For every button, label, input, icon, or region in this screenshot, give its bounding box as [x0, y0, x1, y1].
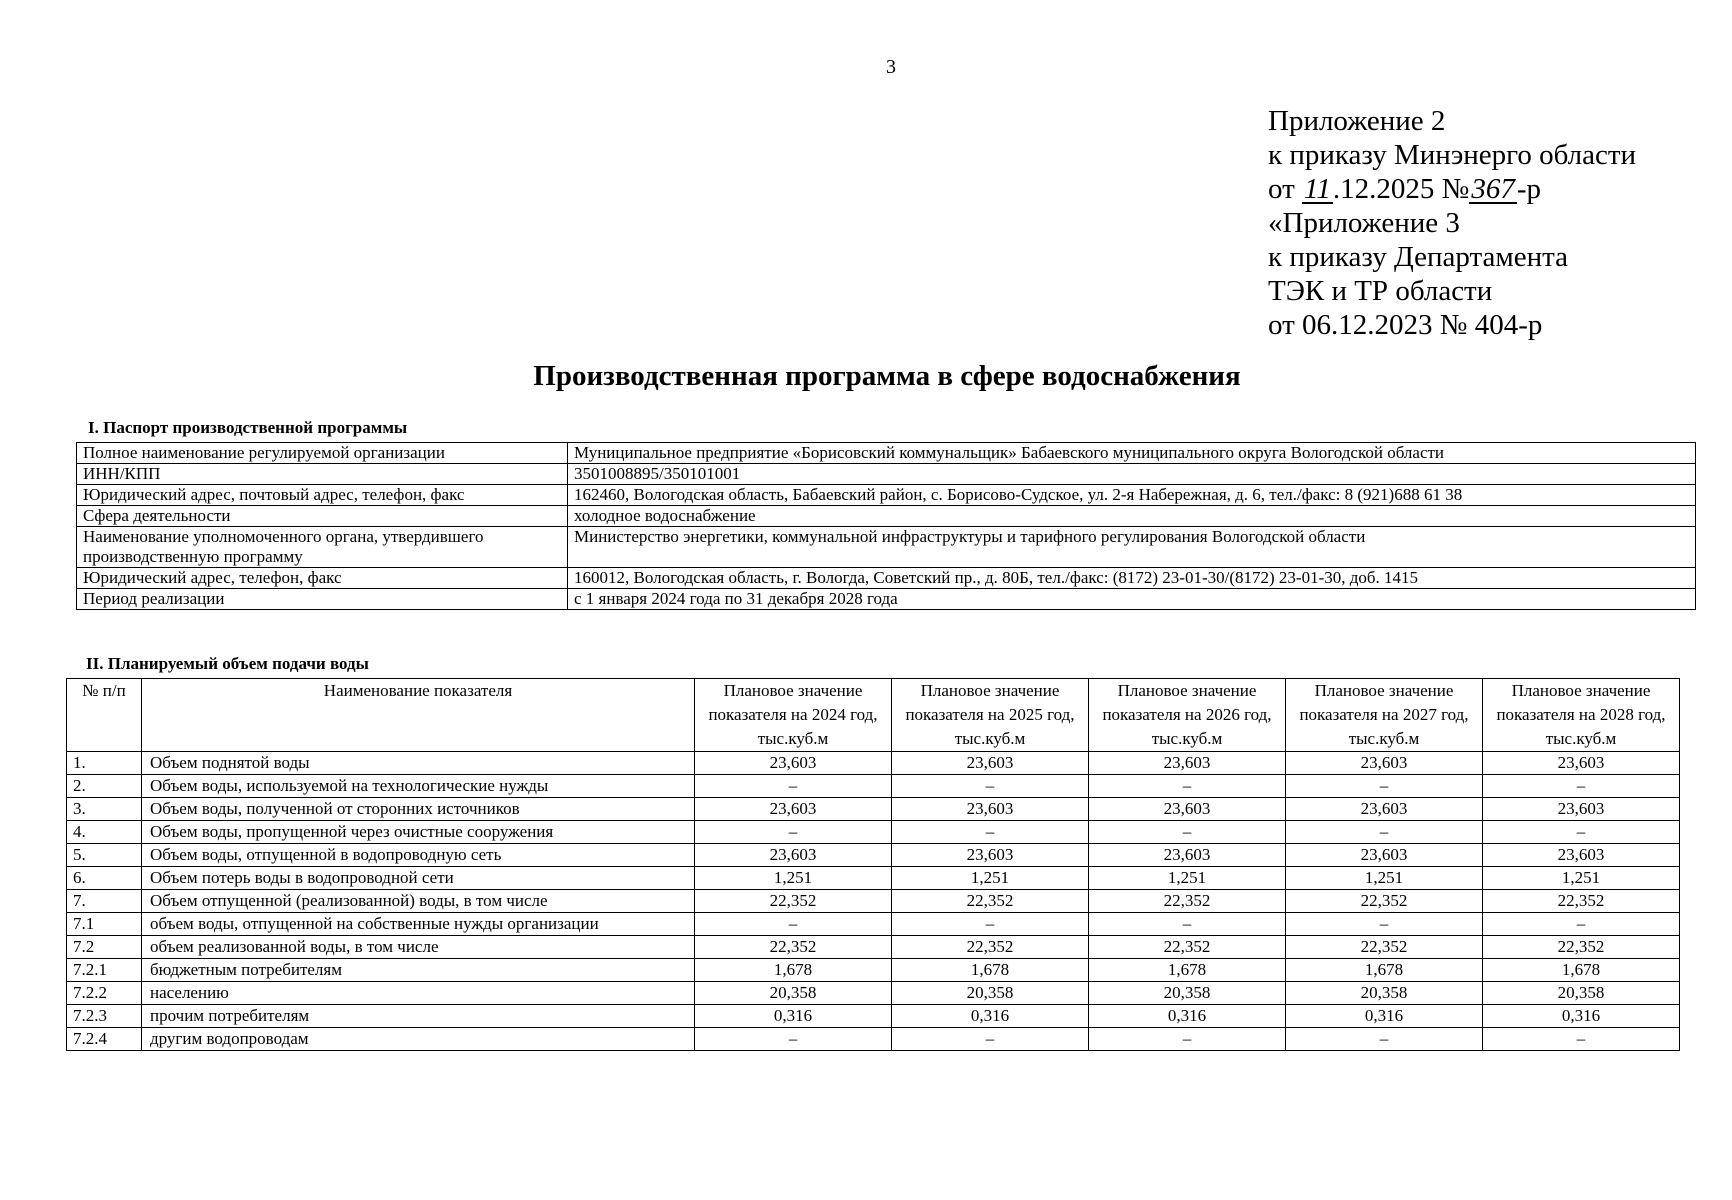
planned-value: –: [1483, 913, 1680, 936]
row-number: 5.: [67, 844, 142, 867]
planned-value: 1,251: [892, 867, 1089, 890]
planned-value: 23,603: [1089, 844, 1286, 867]
table-row: [67, 867, 1680, 890]
passport-row: [77, 443, 1696, 464]
table-row: [67, 844, 1680, 867]
indicator-name: населению: [142, 982, 695, 1005]
planned-value: 22,352: [1286, 890, 1483, 913]
planned-value: –: [695, 1028, 892, 1051]
handwritten-day: 11: [1304, 173, 1331, 205]
handwritten-order-number: 367: [1471, 173, 1515, 205]
header-year-2028: Плановое значение показателя на 2028 год, тыс.куб.м: [1483, 679, 1680, 752]
indicator-name: бюджетным потребителям: [142, 959, 695, 982]
indicator-name: Объем поднятой воды: [142, 752, 695, 775]
row-number: 7.2.1: [67, 959, 142, 982]
indicator-name: Объем отпущенной (реализованной) воды, в том числе: [142, 890, 695, 913]
planned-value: 1,251: [695, 867, 892, 890]
passport-value: 160012, Вологодская область, г. Вологда, Советский пр., д. 80Б, тел./факс: (8172) 23-01-30/(8172) 23-01-30, доб. 1415: [568, 568, 1696, 589]
passport-label: Полное наименование регулируемой организации: [77, 443, 568, 464]
planned-value: 23,603: [892, 798, 1089, 821]
appendix-line: к приказу Департамента: [1268, 241, 1569, 273]
table-row: [67, 798, 1680, 821]
planned-value: 1,678: [892, 959, 1089, 982]
appendix-line: от 06.12.2023 № 404-р: [1268, 309, 1543, 341]
planned-value: 23,603: [695, 844, 892, 867]
planned-value: –: [1286, 821, 1483, 844]
planned-value: –: [892, 1028, 1089, 1051]
row-number: 2.: [67, 775, 142, 798]
planned-value: 23,603: [892, 844, 1089, 867]
planned-value: 1,678: [1286, 959, 1483, 982]
planned-value: –: [695, 821, 892, 844]
planned-value: 1,678: [1483, 959, 1680, 982]
passport-value: холодное водоснабжение: [568, 506, 1696, 527]
appendix-line: к приказу Минэнерго области: [1268, 139, 1637, 171]
planned-value: 23,603: [695, 752, 892, 775]
row-number: 3.: [67, 798, 142, 821]
passport-value: с 1 января 2024 года по 31 декабря 2028 года: [568, 589, 1696, 610]
planned-value: 22,352: [1089, 936, 1286, 959]
date-rest: .12.2025 №: [1332, 173, 1470, 205]
planned-value: 0,316: [1483, 1005, 1680, 1028]
table-row: [67, 752, 1680, 775]
table-row: [67, 1005, 1680, 1028]
header-year-2025: Плановое значение показателя на 2025 год, тыс.куб.м: [892, 679, 1089, 752]
planned-value: 23,603: [1286, 798, 1483, 821]
indicator-name: прочим потребителям: [142, 1005, 695, 1028]
planned-value: –: [1089, 913, 1286, 936]
planned-value: 1,251: [1483, 867, 1680, 890]
planned-value: 1,251: [1089, 867, 1286, 890]
passport-value: Муниципальное предприятие «Борисовский коммунальщик» Бабаевского муниципального округа Вологодской области: [568, 443, 1696, 464]
page-number: 3: [886, 56, 896, 78]
planned-value: 23,603: [1089, 798, 1286, 821]
water-volume-table: [66, 678, 1680, 1051]
order-suffix: -р: [1516, 173, 1541, 205]
planned-value: 1,251: [1286, 867, 1483, 890]
planned-value: 23,603: [1286, 844, 1483, 867]
passport-label: Сфера деятельности: [77, 506, 568, 527]
row-number: 1.: [67, 752, 142, 775]
passport-value: 3501008895/350101001: [568, 464, 1696, 485]
passport-table: [76, 442, 1696, 610]
planned-value: –: [1483, 775, 1680, 798]
table-row: [67, 959, 1680, 982]
planned-value: 20,358: [1089, 982, 1286, 1005]
indicator-name: объем реализованной воды, в том числе: [142, 936, 695, 959]
planned-value: –: [1286, 1028, 1483, 1051]
planned-value: –: [1089, 775, 1286, 798]
appendix-line: «Приложение 3: [1268, 207, 1460, 239]
planned-value: 23,603: [1483, 798, 1680, 821]
passport-value: Министерство энергетики, коммунальной инфраструктуры и тарифного регулирования Вологодской области: [568, 527, 1696, 568]
planned-value: 22,352: [1089, 890, 1286, 913]
date-prefix: от: [1268, 173, 1295, 205]
row-number: 4.: [67, 821, 142, 844]
document-title: Производственная программа в сфере водоснабжения: [533, 360, 1241, 392]
planned-value: 23,603: [1483, 844, 1680, 867]
planned-value: 22,352: [695, 890, 892, 913]
row-number: 7.1: [67, 913, 142, 936]
indicator-name: Объем воды, отпущенной в водопроводную сеть: [142, 844, 695, 867]
table-header-row: [67, 679, 1680, 752]
planned-value: 0,316: [1089, 1005, 1286, 1028]
planned-value: –: [695, 775, 892, 798]
planned-value: 20,358: [695, 982, 892, 1005]
section-2-title: II. Планируемый объем подачи воды: [86, 654, 369, 673]
appendix-date-line: [1268, 172, 1636, 206]
planned-value: 22,352: [1483, 890, 1680, 913]
table-row: [67, 982, 1680, 1005]
planned-value: 22,352: [1286, 936, 1483, 959]
passport-row: [77, 568, 1696, 589]
planned-value: 1,678: [1089, 959, 1286, 982]
planned-value: –: [695, 913, 892, 936]
planned-value: –: [892, 821, 1089, 844]
planned-value: 1,678: [695, 959, 892, 982]
planned-value: –: [892, 913, 1089, 936]
passport-label: Юридический адрес, почтовый адрес, телефон, факс: [77, 485, 568, 506]
passport-value: 162460, Вологодская область, Бабаевский район, с. Борисово-Судское, ул. 2-я Набережная, д. 6, тел./факс: 8 (921)688 61 38: [568, 485, 1696, 506]
planned-value: –: [1483, 1028, 1680, 1051]
planned-value: 20,358: [892, 982, 1089, 1005]
passport-row: [77, 464, 1696, 485]
indicator-name: Объем воды, полученной от сторонних источников: [142, 798, 695, 821]
table-row: [67, 821, 1680, 844]
header-indicator-name: Наименование показателя: [142, 679, 695, 752]
table-row: [67, 775, 1680, 798]
planned-value: 20,358: [1286, 982, 1483, 1005]
indicator-name: объем воды, отпущенной на собственные нужды организации: [142, 913, 695, 936]
planned-value: 23,603: [695, 798, 892, 821]
passport-row: [77, 485, 1696, 506]
planned-value: –: [1089, 821, 1286, 844]
appendix-line: ТЭК и ТР области: [1268, 275, 1493, 307]
planned-value: 0,316: [1286, 1005, 1483, 1028]
header-year-2026: Плановое значение показателя на 2026 год, тыс.куб.м: [1089, 679, 1286, 752]
passport-row: [77, 589, 1696, 610]
header-number: № п/п: [67, 679, 142, 752]
table-row: [67, 936, 1680, 959]
indicator-name: Объем воды, используемой на технологические нужды: [142, 775, 695, 798]
planned-value: 22,352: [892, 936, 1089, 959]
row-number: 7.2: [67, 936, 142, 959]
table-row: [67, 1028, 1680, 1051]
row-number: 7.: [67, 890, 142, 913]
planned-value: 23,603: [1483, 752, 1680, 775]
indicator-name: Объем воды, пропущенной через очистные сооружения: [142, 821, 695, 844]
planned-value: –: [1286, 775, 1483, 798]
planned-value: 23,603: [1089, 752, 1286, 775]
passport-row: [77, 527, 1696, 568]
row-number: 7.2.2: [67, 982, 142, 1005]
planned-value: 23,603: [892, 752, 1089, 775]
planned-value: 0,316: [892, 1005, 1089, 1028]
passport-label: Наименование уполномоченного органа, утвердившего производственную программу: [77, 527, 568, 568]
row-number: 7.2.4: [67, 1028, 142, 1051]
planned-value: 22,352: [1483, 936, 1680, 959]
table-row: [67, 913, 1680, 936]
row-number: 7.2.3: [67, 1005, 142, 1028]
planned-value: 22,352: [892, 890, 1089, 913]
planned-value: –: [1286, 913, 1483, 936]
planned-value: 0,316: [695, 1005, 892, 1028]
planned-value: –: [1089, 1028, 1286, 1051]
planned-value: 23,603: [1286, 752, 1483, 775]
appendix-line: Приложение 2: [1268, 105, 1446, 137]
header-year-2024: Плановое значение показателя на 2024 год, тыс.куб.м: [695, 679, 892, 752]
appendix-block: [1268, 104, 1636, 342]
passport-row: [77, 506, 1696, 527]
indicator-name: другим водопроводам: [142, 1028, 695, 1051]
table-row: [67, 890, 1680, 913]
planned-value: 22,352: [695, 936, 892, 959]
header-year-2027: Плановое значение показателя на 2027 год, тыс.куб.м: [1286, 679, 1483, 752]
indicator-name: Объем потерь воды в водопроводной сети: [142, 867, 695, 890]
planned-value: –: [1483, 821, 1680, 844]
row-number: 6.: [67, 867, 142, 890]
passport-label: ИНН/КПП: [77, 464, 568, 485]
passport-label: Юридический адрес, телефон, факс: [77, 568, 568, 589]
section-1-title: I. Паспорт производственной программы: [88, 418, 408, 437]
passport-label: Период реализации: [77, 589, 568, 610]
planned-value: –: [892, 775, 1089, 798]
planned-value: 20,358: [1483, 982, 1680, 1005]
